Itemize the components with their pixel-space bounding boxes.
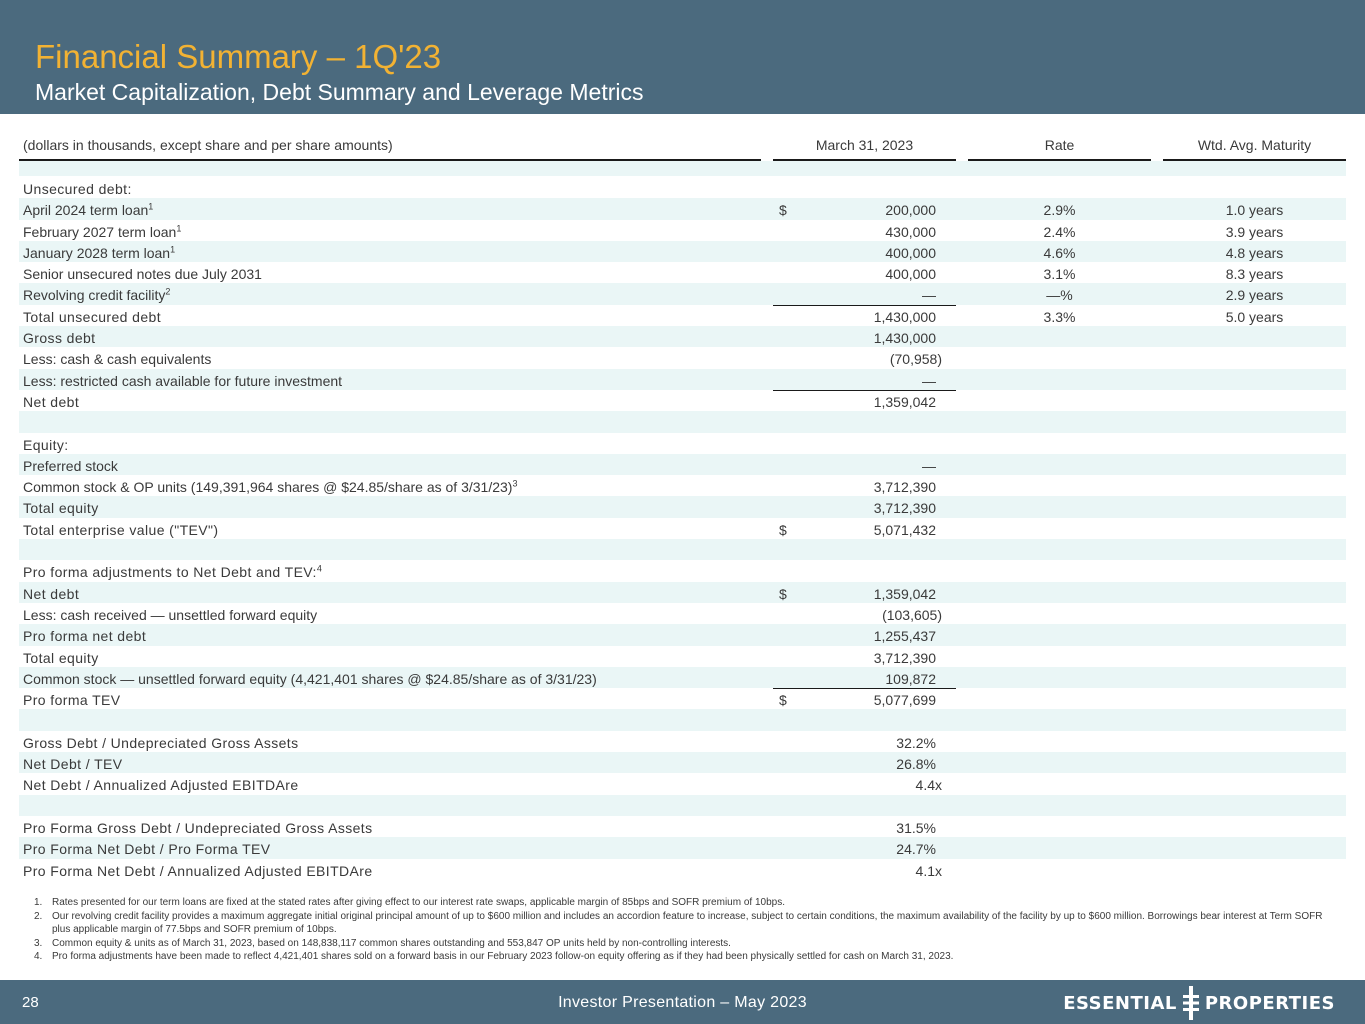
rate: 3.3% [1043,308,1076,325]
dollar-sign: $ [779,202,787,219]
footnote [34,937,1334,951]
spacer-row [19,411,1346,432]
maturity: 3.9 years [1225,223,1284,240]
table-row [19,603,1346,624]
amount: — [922,457,936,474]
maturity: 4.8 years [1225,244,1284,261]
table-row [19,177,1346,198]
page-title: Financial Summary – 1Q'23 [35,38,442,75]
row-label: Total enterprise value ("TEV") [23,521,219,538]
amount: 1,359,042 [873,393,936,410]
row-label [23,243,175,264]
slide-header [0,0,1365,114]
amount: — [922,287,936,304]
row-label-text: Common stock & OP units (149,391,964 shares @ $24.85/share as of 3/31/23) [23,479,513,496]
presentation-title: Investor Presentation – May 2023 [558,994,807,1011]
section-heading: Unsecured debt: [23,181,132,197]
row-label: Net debt [23,585,80,602]
maturity: 2.9 years [1225,287,1284,304]
rate: 4.6% [1043,244,1076,261]
table-row [19,198,1346,219]
footnote-ref: 1 [176,222,182,233]
section-heading: Equity: [23,436,69,453]
table-row [19,688,1346,709]
amount: 4.1x [915,862,942,879]
rate: 2.9% [1043,202,1076,219]
footnote-ref: 1 [170,244,176,255]
amount: 24.7% [896,841,936,858]
table-row [19,582,1346,603]
header-date: March 31, 2023 [773,137,956,161]
table-row [19,837,1346,858]
amount: 200,000 [885,202,936,219]
rate: —% [1046,287,1073,304]
amount: 3,712,390 [873,479,936,496]
amount: 400,000 [885,244,936,261]
row-label-text: April 2024 term loan [23,202,149,219]
row-label [23,222,181,243]
rate: 2.4% [1043,223,1076,240]
row-label [23,200,153,221]
footnote-text: Rates presented for our term loans are fixed at the stated rates after giving effect to our interest rate swaps, applicable margin of 85bps and SOFR premium of 10bps. [52,897,785,908]
dollar-sign: $ [779,585,787,602]
spacer-row [19,795,1346,816]
table-row [19,624,1346,645]
amount: 3,712,390 [873,500,936,517]
amount: 1,359,042 [873,585,936,602]
row-label: Gross debt [23,330,96,347]
table-row [19,369,1346,390]
amount: 3,712,390 [873,649,936,666]
footnote-ref: 2 [165,286,171,297]
section-heading [23,562,322,583]
row-label-text: Revolving credit facility [23,287,166,304]
table-row [19,390,1346,411]
footnote-number: 3. [34,937,43,949]
footnotes [34,896,1334,964]
amount: 5,077,699 [873,692,936,709]
table-row [19,496,1346,517]
footnote-number: 4. [34,951,43,962]
table-row [19,667,1346,688]
section-heading-text: Pro forma adjustments to Net Debt and TEV: [23,564,317,581]
table-row [19,283,1346,304]
table-row [19,305,1346,326]
row-label: Total equity [23,500,99,517]
table-row [19,752,1346,773]
row-label: Net debt [23,393,80,410]
maturity: 5.0 years [1225,308,1284,325]
table-row [19,475,1346,496]
footnote [34,910,1334,937]
amount: 31.5% [896,819,936,836]
table-row [19,347,1346,368]
table-row [19,220,1346,241]
amount: 430,000 [885,223,936,240]
amount: (103,605) [882,606,942,623]
table-row [19,241,1346,262]
slide-footer [0,980,1365,1024]
header-rate: Rate [968,137,1151,161]
rate: 3.1% [1043,266,1076,283]
footnote-number: 1. [34,897,43,908]
amount: 5,071,432 [873,521,936,538]
row-label: Pro Forma Net Debt / Pro Forma TEV [23,841,271,858]
spacer-row [19,709,1346,730]
page-number: 28 [22,994,39,1011]
table-row [19,433,1346,454]
footnote [34,950,1334,964]
table-header [19,133,1346,177]
row-label: Net Debt / Annualized Adjusted EBITDAre [23,777,299,794]
dollar-sign: $ [779,521,787,538]
footnote-text: Common equity & units as of March 31, 2023, based on 148,838,117 common shares outstanding and 553,847 OP units held by non-controlling interests. [52,937,731,949]
logo-text-right: PROPERTIES [1204,992,1335,1014]
row-label-text: February 2027 term loan [23,223,177,240]
row-label [23,477,517,498]
spacer-row [19,539,1346,560]
amount: 109,872 [885,670,936,687]
dollar-sign: $ [779,692,787,709]
footnote-text: Our revolving credit facility provides a maximum aggregate initial original principal amount of up to $600 million and includes an accordion feature to increase, subject to certain conditions, the maximum availability of the facility by up to $600 million. Borrowings bear interest at Term SOFR plus applicable margin of 77.5bps and SOFR premium of 10bps. [52,910,1323,935]
row-label: Common stock — unsettled forward equity (4,421,401 shares @ $24.85/share as of 3/31/23) [23,670,597,687]
logo-mark-icon [1183,986,1199,1020]
footnote-text: Pro forma adjustments have been made to reflect 4,421,401 shares sold on a forward basis in our February 2023 follow-on equity offering as if they had been physically settled for cash on March 31, 2023. [52,951,954,962]
row-label: Net Debt / TEV [23,756,123,773]
maturity: 8.3 years [1225,266,1284,283]
row-label: Less: cash & cash equivalents [23,351,212,368]
table-row [19,731,1346,752]
amount: 26.8% [896,756,936,773]
table-row [19,859,1346,880]
header-maturity: Wtd. Avg. Maturity [1163,137,1346,161]
footnote-ref: 4 [316,563,323,574]
amount: 1,430,000 [873,330,936,347]
table-row [19,518,1346,539]
row-label: Total unsecured debt [23,308,161,325]
footnote [34,896,1334,910]
logo-text-left: ESSENTIAL [1063,992,1177,1014]
table-row [19,816,1346,837]
header-description: (dollars in thousands, except share and per share amounts) [19,137,761,161]
row-label: Pro Forma Gross Debt / Undepreciated Gross Assets [23,819,373,836]
amount: (70,958) [889,351,942,368]
amount: 1,430,000 [873,308,936,325]
amount: 4.4x [915,777,942,794]
table-row [19,773,1346,794]
table-row [19,560,1346,581]
maturity: 1.0 years [1225,202,1284,219]
row-label [23,285,170,306]
row-label: Total equity [23,649,99,666]
row-label: Pro Forma Net Debt / Annualized Adjusted EBITDAre [23,862,373,879]
footnote-number: 2. [34,910,43,922]
table-row [19,454,1346,475]
row-label: Pro forma net debt [23,628,147,645]
row-label: Preferred stock [23,457,118,474]
company-logo [1063,986,1335,1020]
amount: 1,255,437 [873,628,936,645]
row-label: Pro forma TEV [23,692,121,709]
row-label: Less: cash received — unsettled forward equity [23,606,318,623]
amount: — [922,372,936,389]
table-row [19,326,1346,347]
row-label: Senior unsecured notes due July 2031 [23,266,262,283]
table-row [19,646,1346,667]
footnote-ref: 1 [148,201,154,212]
page-subtitle: Market Capitalization, Debt Summary and Leverage Metrics [35,79,644,105]
financial-summary-table [19,133,1346,880]
table-row [19,262,1346,283]
row-label-text: January 2028 term loan [23,244,171,261]
header-band [19,161,1346,176]
amount: 400,000 [885,266,936,283]
row-label: Gross Debt / Undepreciated Gross Assets [23,734,299,751]
row-label: Less: restricted cash available for future investment [23,372,343,389]
amount: 32.2% [896,734,936,751]
footnote-ref: 3 [512,478,518,489]
